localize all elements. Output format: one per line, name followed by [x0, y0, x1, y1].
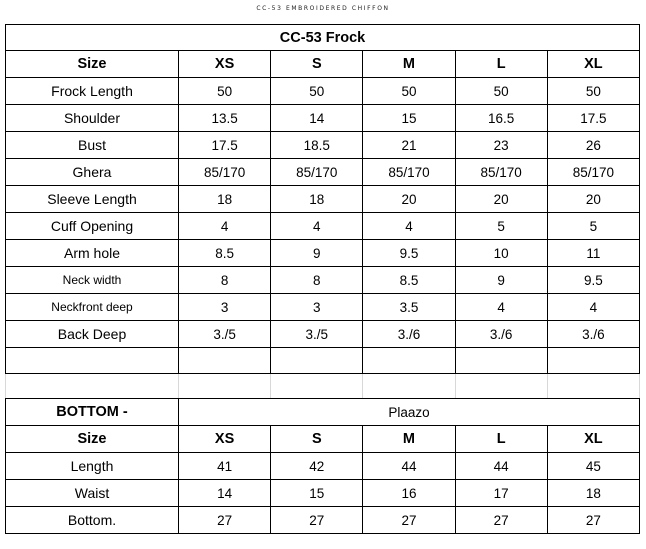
frock-measure-value: 10: [455, 240, 547, 267]
frock-measure-value: 9.5: [363, 240, 455, 267]
frock-measure-row: [6, 186, 640, 213]
frock-measure-label: Sleeve Length: [6, 186, 179, 213]
frock-measure-value: 8: [271, 267, 363, 294]
frock-measure-value: 11: [547, 240, 639, 267]
frock-measure-label: Arm hole: [6, 240, 179, 267]
frock-measure-row: [6, 321, 640, 348]
frock-measure-value: 9: [455, 267, 547, 294]
frock-measure-value: 4: [271, 213, 363, 240]
bottom-title-row: [6, 399, 640, 426]
bottom-size-header-row: [6, 426, 640, 453]
frock-measure-value: 85/170: [179, 159, 271, 186]
frock-size-label: Size: [6, 51, 179, 78]
bottom-measure-value: 45: [547, 453, 639, 480]
frock-measure-value: 3./6: [455, 321, 547, 348]
bottom-size-header: XS: [179, 426, 271, 453]
frock-measure-row: [6, 294, 640, 321]
frock-size-header-row: [6, 51, 640, 78]
frock-measure-label: Cuff Opening: [6, 213, 179, 240]
frock-measure-value: 18: [271, 186, 363, 213]
frock-measure-row: [6, 213, 640, 240]
blank-cell: [179, 348, 271, 374]
size-chart-body: [6, 25, 640, 534]
bottom-type: Plaazo: [179, 399, 640, 426]
bottom-measure-value: 42: [271, 453, 363, 480]
frock-measure-value: 8.5: [179, 240, 271, 267]
frock-measure-value: 50: [271, 78, 363, 105]
frock-size-header: L: [455, 51, 547, 78]
frock-measure-value: 18: [179, 186, 271, 213]
frock-measure-row: [6, 78, 640, 105]
frock-measure-row: [6, 105, 640, 132]
bottom-measure-value: 27: [547, 507, 639, 534]
bottom-size-label: Size: [6, 426, 179, 453]
frock-measure-value: 9: [271, 240, 363, 267]
bottom-measure-value: 44: [455, 453, 547, 480]
frock-title-row: [6, 25, 640, 51]
frock-measure-value: 20: [363, 186, 455, 213]
bottom-measure-label: Length: [6, 453, 179, 480]
gap-cell: [271, 374, 363, 399]
frock-measure-value: 16.5: [455, 105, 547, 132]
bottom-measure-value: 16: [363, 480, 455, 507]
frock-measure-value: 85/170: [271, 159, 363, 186]
frock-measure-label: Frock Length: [6, 78, 179, 105]
frock-measure-value: 85/170: [363, 159, 455, 186]
frock-size-header: M: [363, 51, 455, 78]
frock-measure-value: 26: [547, 132, 639, 159]
frock-measure-row: [6, 132, 640, 159]
blank-cell: [271, 348, 363, 374]
blank-cell: [6, 348, 179, 374]
frock-measure-value: 3: [179, 294, 271, 321]
size-chart-sheet: [5, 24, 639, 534]
frock-measure-label: Ghera: [6, 159, 179, 186]
bottom-measure-value: 27: [271, 507, 363, 534]
bottom-measure-value: 17: [455, 480, 547, 507]
bottom-measure-label: Bottom.: [6, 507, 179, 534]
frock-measure-label: Neckfront deep: [6, 294, 179, 321]
gap-cell: [179, 374, 271, 399]
bottom-measure-row: [6, 453, 640, 480]
bottom-measure-value: 27: [363, 507, 455, 534]
bottom-size-header: L: [455, 426, 547, 453]
frock-size-header: S: [271, 51, 363, 78]
blank-cell: [363, 348, 455, 374]
document-caption: CC-53 EMBROIDERED CHIFFON: [256, 5, 390, 12]
frock-measure-value: 8.5: [363, 267, 455, 294]
bottom-size-header: XL: [547, 426, 639, 453]
size-chart-table: [5, 24, 640, 534]
frock-measure-value: 5: [547, 213, 639, 240]
frock-measure-value: 3.5: [363, 294, 455, 321]
bottom-title: BOTTOM -: [6, 399, 179, 426]
frock-measure-label: Shoulder: [6, 105, 179, 132]
frock-measure-value: 13.5: [179, 105, 271, 132]
bottom-measure-value: 41: [179, 453, 271, 480]
bottom-size-header: M: [363, 426, 455, 453]
frock-measure-value: 50: [547, 78, 639, 105]
gap-cell: [363, 374, 455, 399]
blank-row: [6, 348, 640, 374]
gap-cell: [547, 374, 639, 399]
blank-cell: [455, 348, 547, 374]
frock-measure-value: 9.5: [547, 267, 639, 294]
frock-size-header: XL: [547, 51, 639, 78]
frock-measure-label: Neck width: [6, 267, 179, 294]
frock-measure-value: 3./6: [547, 321, 639, 348]
frock-measure-label: Bust: [6, 132, 179, 159]
frock-title: CC-53 Frock: [6, 25, 640, 51]
frock-measure-value: 8: [179, 267, 271, 294]
bottom-measure-value: 27: [455, 507, 547, 534]
frock-measure-value: 20: [455, 186, 547, 213]
frock-measure-value: 85/170: [455, 159, 547, 186]
frock-measure-row: [6, 159, 640, 186]
bottom-measure-value: 44: [363, 453, 455, 480]
frock-measure-value: 4: [363, 213, 455, 240]
gap-cell: [455, 374, 547, 399]
frock-measure-value: 50: [179, 78, 271, 105]
frock-measure-value: 3./5: [271, 321, 363, 348]
frock-measure-value: 17.5: [547, 105, 639, 132]
frock-measure-value: 20: [547, 186, 639, 213]
frock-measure-value: 14: [271, 105, 363, 132]
gap-cell: [6, 374, 179, 399]
frock-measure-value: 15: [363, 105, 455, 132]
frock-measure-value: 23: [455, 132, 547, 159]
frock-measure-value: 4: [179, 213, 271, 240]
bottom-size-header: S: [271, 426, 363, 453]
frock-measure-value: 85/170: [547, 159, 639, 186]
frock-measure-value: 21: [363, 132, 455, 159]
gap-row: [6, 374, 640, 399]
frock-measure-value: 50: [363, 78, 455, 105]
frock-measure-value: 4: [547, 294, 639, 321]
frock-measure-value: 17.5: [179, 132, 271, 159]
frock-measure-value: 3./6: [363, 321, 455, 348]
frock-measure-value: 50: [455, 78, 547, 105]
bottom-measure-label: Waist: [6, 480, 179, 507]
frock-measure-value: 18.5: [271, 132, 363, 159]
frock-measure-label: Back Deep: [6, 321, 179, 348]
frock-measure-row: [6, 267, 640, 294]
frock-measure-value: 3: [271, 294, 363, 321]
bottom-measure-value: 18: [547, 480, 639, 507]
bottom-measure-row: [6, 480, 640, 507]
bottom-measure-value: 15: [271, 480, 363, 507]
blank-cell: [547, 348, 639, 374]
bottom-measure-value: 14: [179, 480, 271, 507]
frock-measure-value: 3./5: [179, 321, 271, 348]
frock-measure-value: 5: [455, 213, 547, 240]
frock-measure-value: 4: [455, 294, 547, 321]
bottom-measure-value: 27: [179, 507, 271, 534]
frock-size-header: XS: [179, 51, 271, 78]
bottom-measure-row: [6, 507, 640, 534]
frock-measure-row: [6, 240, 640, 267]
